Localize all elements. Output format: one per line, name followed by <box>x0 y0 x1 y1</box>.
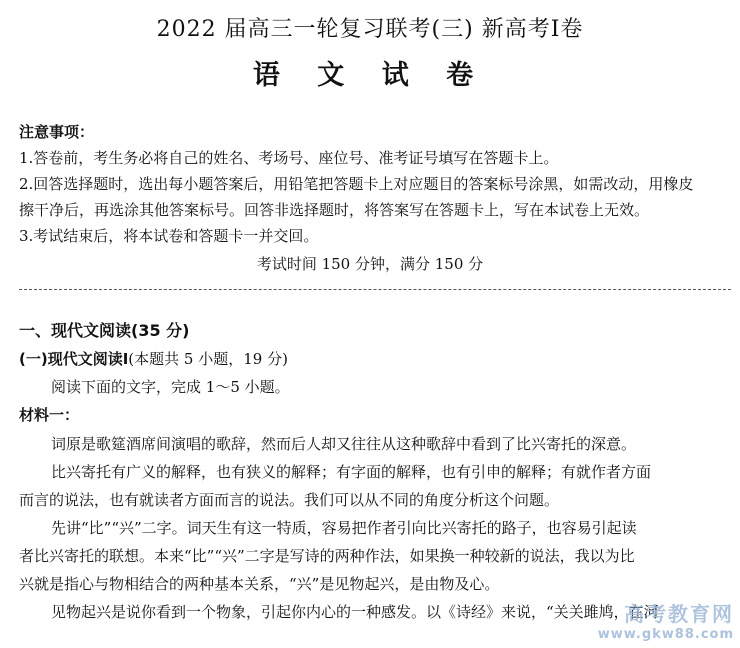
paragraph-line: 兴就是指心与物相结合的两种基本关系，“兴”是见物起兴，是由物及心。 <box>19 575 500 593</box>
reading-instruction: 阅读下面的文字，完成 1～5 小题。 <box>51 378 290 396</box>
paragraph-line: 见物起兴是说你看到一个物象，引起你内心的一种感发。以《诗经》来说，“关关雎鸠，在河 <box>51 603 659 621</box>
material-label: 材料一： <box>19 406 80 424</box>
section-heading: 一、现代文阅读(35 分) <box>19 321 190 340</box>
paragraph-line: 词原是歌筵酒席间演唱的歌辞，然而后人却又往往从这种歌辞中看到了比兴寄托的深意。 <box>51 435 637 453</box>
notice-heading: 注意事项： <box>19 123 95 141</box>
watermark-name: 高考教育网 <box>624 602 734 626</box>
subsection-heading-title: (一)现代文阅读Ⅰ <box>19 350 129 368</box>
subsection-heading-detail: (本题共 5 小题，19 分) <box>128 350 288 368</box>
watermark-logo <box>598 598 734 642</box>
paragraph-line: 比兴寄托有广义的解释，也有狭义的解释；有字面的解释，也有引申的解释；有就作者方面 <box>51 463 652 481</box>
section-divider <box>19 289 731 290</box>
notice-item: 1.答卷前，考生务必将自己的姓名、考场号、座位号、准考证号填写在答题卡上。 <box>19 149 559 167</box>
notice-item: 2.回答选择题时，选出每小题答案后，用铅笔把答题卡上对应题目的答案标号涂黑，如需改动，用橡皮 <box>19 175 694 193</box>
paragraph-line: 者比兴寄托的联想。本来“比”“兴”二字是写诗的两种作法，如果换一种较新的说法，我以为比 <box>19 547 635 565</box>
exam-title: 2022 届高三一轮复习联考(三) 新高考Ⅰ卷 <box>156 17 584 42</box>
subsection-heading <box>19 348 288 369</box>
watermark-url: www.gkw88.com <box>597 627 734 642</box>
exam-time-info: 考试时间 150 分钟，满分 150 分 <box>256 255 484 273</box>
paragraph-line: 而言的说法，也有就读者方面而言的说法。我们可以从不同的角度分析这个问题。 <box>19 491 560 509</box>
subject-title: 语 文 试 卷 <box>252 60 488 91</box>
notice-item: 擦干净后，再选涂其他答案标号。回答非选择题时，将答案写在答题卡上，写在本试卷上无效。 <box>19 201 650 219</box>
notice-item: 3.考试结束后，将本试卷和答题卡一并交回。 <box>19 227 319 245</box>
paragraph-line: 先讲“比”“兴”二字。词天生有这一特质，容易把作者引向比兴寄托的路子，也容易引起读 <box>51 519 637 537</box>
